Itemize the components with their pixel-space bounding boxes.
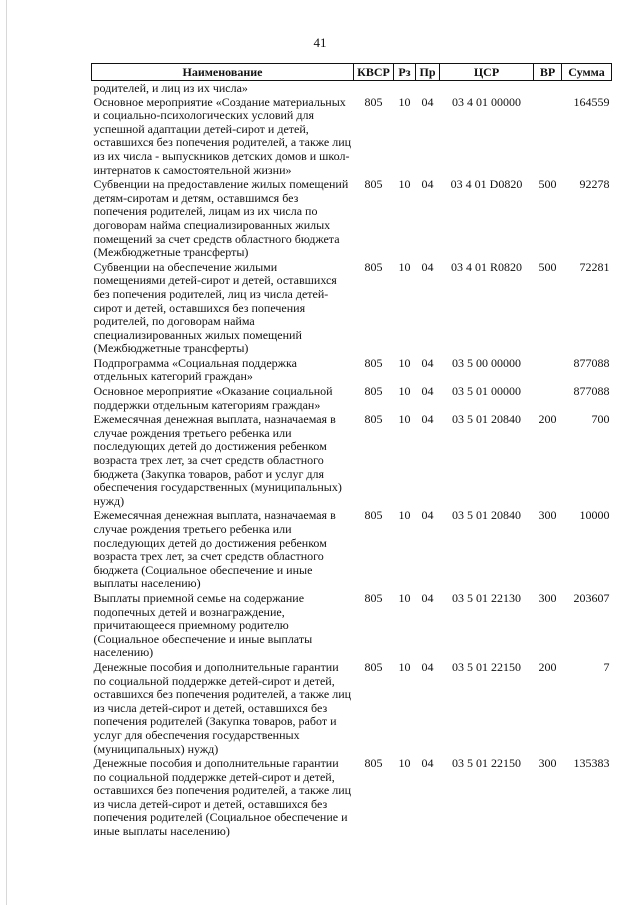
cell-rz: 10: [398, 412, 411, 427]
cell-sum: 92278: [579, 177, 610, 192]
cell-vr: 200: [538, 659, 557, 674]
cell-vr: [534, 96, 562, 179]
table-row: [92, 96, 612, 179]
header-name: Наименование: [92, 64, 354, 81]
table-row: [92, 261, 612, 357]
cell-kvsr: 805: [364, 659, 383, 674]
cell-sum: 164559: [573, 94, 610, 109]
cell-pr: 04: [421, 508, 434, 523]
cell-name: Субвенции на предоставление жилых помещений детям-сиротам и детям, оставшимся без попечения родителей, лицам из их числа по договорам найма специализированных жилых помещений за счет средств областного бюджета (Межбюджетные трансферты): [93, 177, 349, 260]
cell-kvsr: 805: [364, 590, 383, 605]
cell-name: Основное мероприятие «Оказание социальной поддержки отдельным категориям граждан»: [93, 384, 333, 412]
cell-csr: 03 5 01 20840: [452, 412, 521, 427]
header-rz: Рз: [394, 64, 416, 81]
budget-table: [91, 63, 612, 840]
cell-sum: 700: [591, 412, 610, 427]
header-kvsr: КВСР: [354, 64, 394, 81]
cell-kvsr: 805: [364, 756, 383, 771]
cell-rz: 10: [398, 94, 411, 109]
continuation-row: [92, 81, 612, 96]
header-sum: Сумма: [562, 64, 612, 81]
cell-sum: 135383: [573, 756, 610, 771]
table-row: [92, 178, 612, 261]
cell-pr: 04: [421, 355, 434, 370]
cell-rz: 10: [398, 659, 411, 674]
cell-rz: 10: [398, 590, 411, 605]
cell-sum: 7: [603, 659, 610, 674]
cell-csr: 03 5 01 22150: [452, 659, 521, 674]
cell-sum: 72281: [579, 259, 610, 274]
cell-kvsr: 805: [364, 412, 383, 427]
cell-csr: 03 5 01 22130: [452, 590, 521, 605]
cell-pr: 04: [421, 412, 434, 427]
cell-pr: 04: [421, 756, 434, 771]
cell-vr: [534, 357, 562, 385]
cell-kvsr: 805: [364, 508, 383, 523]
table-row: [92, 357, 612, 385]
cell-rz: 10: [398, 355, 411, 370]
cell-csr: 03 4 01 R0820: [450, 259, 522, 274]
table-row: [92, 509, 612, 592]
cell-pr: 04: [421, 590, 434, 605]
cell-rz: 10: [398, 756, 411, 771]
table-header-row: [92, 64, 612, 81]
page-number: 41: [313, 35, 327, 50]
cell-csr: 03 5 01 22150: [452, 756, 521, 771]
cell-rz: 10: [398, 177, 411, 192]
cell-name: Субвенции на обеспечение жилыми помещениями детей-сирот и детей, оставшихся без попечения родителей, лиц из числа детей-сирот и детей, оставшихся без попечения родителей, по договорам найма специализированных жилых помещений (Межбюджетные трансферты): [93, 259, 337, 356]
cell-kvsr: 805: [364, 177, 383, 192]
cell-pr: 04: [421, 177, 434, 192]
cell-sum: 877088: [573, 384, 610, 399]
cell-pr: 04: [421, 659, 434, 674]
cell-sum: 877088: [573, 355, 610, 370]
cell-csr: 03 4 01 00000: [452, 94, 521, 109]
cell-rz: 10: [398, 508, 411, 523]
cell-kvsr: 805: [364, 355, 383, 370]
header-vr: ВР: [534, 64, 562, 81]
cell-name: Ежемесячная денежная выплата, назначаемая в случае рождения третьего ребенка или последующих детей до достижения ребенком возраста трех лет, за счет средств областного бюджета (Социальное обеспечение и иные выплаты населению): [93, 508, 336, 591]
cell-pr: 04: [421, 94, 434, 109]
table-row: [92, 592, 612, 661]
header-pr: Пр: [416, 64, 440, 81]
cell-name: Основное мероприятие «Создание материальных и социально-психологических условий для успешной адаптации детей-сирот и детей, оставшихся без попечения родителей, а также лиц из их числа - выпускников детских домов и школ-интернатов к самостоятельной жизни»: [93, 94, 352, 177]
cell-csr: 03 5 01 00000: [452, 384, 521, 399]
cell-pr: 04: [421, 384, 434, 399]
cell-csr: 03 5 01 20840: [452, 508, 521, 523]
cell-vr: 500: [538, 177, 557, 192]
cell-rz: 10: [398, 259, 411, 274]
cell-vr: [534, 385, 562, 413]
cell-kvsr: 805: [364, 259, 383, 274]
table-row: [92, 757, 612, 840]
cell-csr: 03 5 00 00000: [452, 355, 521, 370]
cell-name: Денежные пособия и дополнительные гарантии по социальной поддержке детей-сирот и детей, оставшихся без попечения родителей, а также лиц из числа детей-сирот и детей, оставшихся без попечения родителей (Закупка товаров, работ и услуг для обеспечения государственных (муниципальных) нужд): [93, 659, 352, 756]
cell-vr: 500: [538, 259, 557, 274]
cell-vr: 300: [538, 756, 557, 771]
cell-vr: 300: [538, 508, 557, 523]
cell-kvsr: 805: [364, 94, 383, 109]
cell-csr: 03 4 01 D0820: [450, 177, 523, 192]
cell-name: Подпрограмма «Социальная поддержка отдельных категорий граждан»: [93, 355, 297, 384]
cell-pr: 04: [421, 259, 434, 274]
cell-vr: 300: [538, 590, 557, 605]
table-row: [92, 413, 612, 509]
cell-name: Ежемесячная денежная выплата, назначаемая в случае рождения третьего ребенка или последующих детей до достижения ребенком возраста трех лет, за счет средств областного бюджета (Закупка товаров, работ и услуг для обеспечения государственных (муниципальных) нужд): [93, 412, 342, 508]
table-row: [92, 661, 612, 757]
continuation-text: родителей, и лиц из их числа»: [93, 81, 248, 95]
cell-sum: 10000: [579, 508, 610, 523]
cell-name: Выплаты приемной семье на содержание подопечных детей и вознаграждение, причитающееся приемному родителю (Социальное обеспечение и иные выплаты населению): [93, 590, 313, 660]
cell-vr: 200: [538, 412, 557, 427]
cell-kvsr: 805: [364, 384, 383, 399]
header-csr: ЦСР: [440, 64, 534, 81]
scan-edge-line: [6, 0, 7, 905]
cell-name: Денежные пособия и дополнительные гарантии по социальной поддержке детей-сирот и детей, оставшихся без попечения родителей, а также лиц из числа детей-сирот и детей, оставшихся без попечения родителей (Социальное обеспечение и иные выплаты населению): [93, 756, 352, 839]
cell-sum: 203607: [573, 590, 610, 605]
table-row: [92, 385, 612, 413]
cell-rz: 10: [398, 384, 411, 399]
